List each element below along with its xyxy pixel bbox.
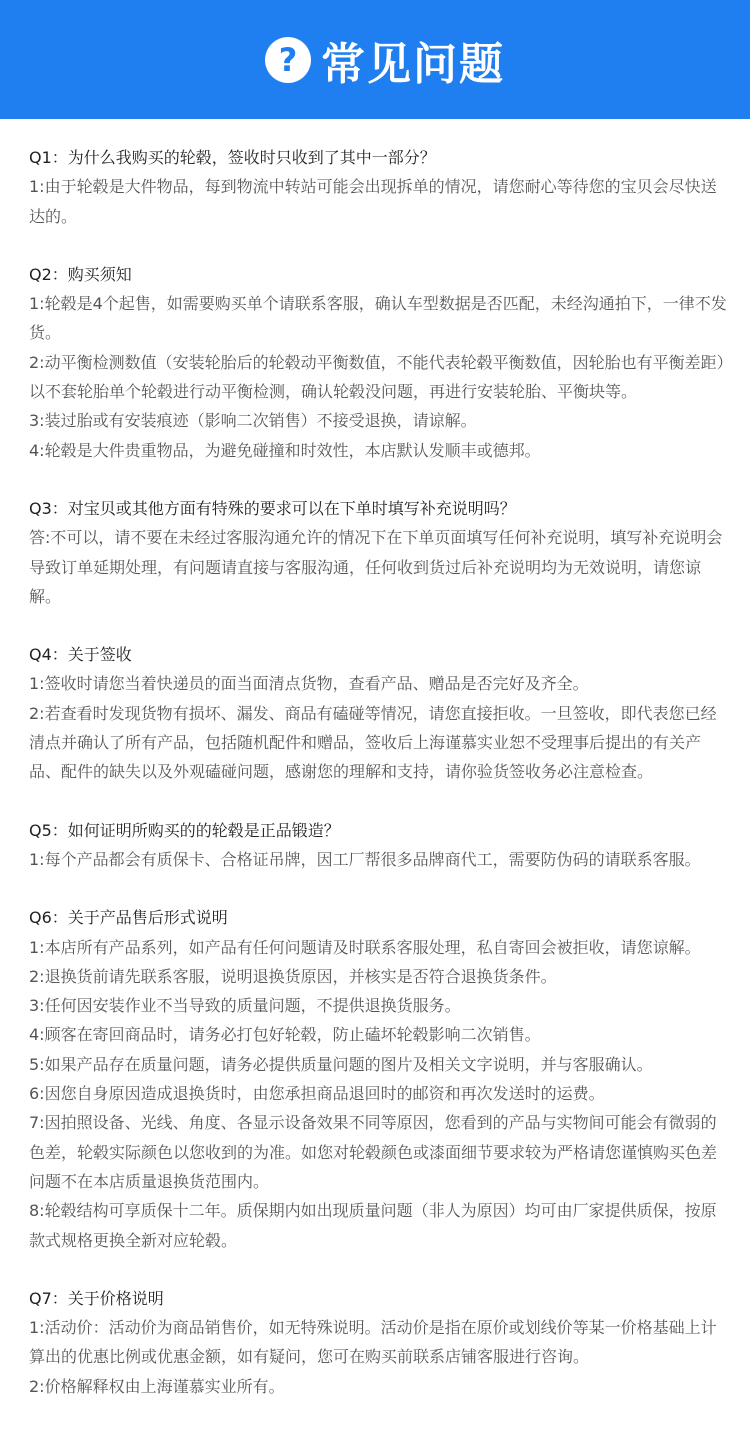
faq-answer: 1:由于轮毂是大件物品，每到物流中转站可能会出现拆单的情况，请您耐心等待您的宝贝会尽快送达的。 — [29, 177, 717, 226]
faq-question: Q2：购买须知 — [29, 264, 132, 284]
faq-item-q5 — [29, 816, 728, 875]
faq-answer: 1:每个产品都会有质保卡、合格证吊牌，因工厂帮很多品牌商代工，需要防伪码的请联系客服。 — [29, 849, 701, 869]
faq-item-q1 — [29, 143, 728, 231]
faq-question: Q5：如何证明所购买的的轮毂是正品锻造？ — [29, 820, 340, 840]
faq-question: Q6：关于产品售后形式说明 — [29, 908, 228, 928]
faq-answer: 2:若查看时发现货物有损坏、漏发、商品有磕碰等情况，请您直接拒收。一旦签收，即代表您已经清点并确认了所有产品，包括随机配件和赠品，签收后上海谨慕实业恕不受理事后提出的有关产品、配件的缺失以及外观磕碰问题，感谢您的理解和支持，请你验货签收务必注意检查。 — [29, 703, 717, 782]
faq-answer: 5:如果产品存在质量问题，请务必提供质量问题的图片及相关文字说明，并与客服确认。 — [29, 1054, 653, 1074]
faq-answer: 答:不可以，请不要在未经过客服沟通允许的情况下在下单页面填写任何补充说明，填写补充说明会导致订单延期处理，有问题请直接与客服沟通，任何收到货过后补充说明均为无效说明，请您谅解。 — [29, 528, 723, 606]
faq-answer: 4:顾客在寄回商品时，请务必打包好轮毂，防止磕坏轮毂影响二次销售。 — [29, 1025, 541, 1045]
faq-answer: 1:本店所有产品系列，如产品有任何问题请及时联系客服处理，私自寄回会被拒收，请您谅解。 — [29, 937, 701, 957]
faq-answer: 3:装过胎或有安装痕迹（影响二次销售）不接受退换，请谅解。 — [29, 411, 477, 431]
faq-answer: 4:轮毂是大件贵重物品，为避免碰撞和时效性，本店默认发顺丰或德邦。 — [29, 440, 541, 460]
faq-answer: 3:任何因安装作业不当导致的质量问题，不提供退换货服务。 — [29, 996, 461, 1016]
faq-answer: 1:活动价：活动价为商品销售价，如无特殊说明。活动价是指在原价或划线价等某一价格基础上计算出的优惠比例或优惠金额，如有疑问，您可在购买前联系店铺客服进行咨询。 — [29, 1318, 717, 1367]
faq-item-q7 — [29, 1284, 728, 1401]
faq-item-q6 — [29, 903, 728, 1255]
faq-list — [0, 119, 750, 1401]
faq-answer: 7:因拍照设备、光线、角度、各显示设备效果不同等原因，您看到的产品与实物间可能会有微弱的色差，轮毂实际颜色以您收到的为准。如您对轮毂颜色或漆面细节要求较为严格请您谨慎购买色差问题不在本店质量退换货范围内。 — [29, 1113, 718, 1191]
faq-question: Q4：关于签收 — [29, 645, 132, 665]
faq-header — [0, 0, 750, 119]
faq-item-q3 — [29, 494, 728, 611]
faq-question: Q3：对宝贝或其他方面有特殊的要求可以在下单时填写补充说明吗？ — [29, 498, 516, 518]
faq-answer: 2:退换货前请先联系客服，说明退换货原因，并核实是否符合退换货条件。 — [29, 966, 557, 986]
faq-question: Q1：为什么我购买的轮毂，签收时只收到了其中一部分？ — [29, 148, 436, 167]
page-title: 常见问题 — [321, 38, 505, 90]
faq-answer: 1:签收时请您当着快递员的面当面清点货物，查看产品、赠品是否完好及齐全。 — [29, 674, 589, 694]
faq-answer: 2:动平衡检测数值（安装轮胎后的轮毂动平衡数值，不能代表轮毂平衡数值，因轮胎也有平衡差距）以不套轮胎单个轮毂进行动平衡检测，确认轮毂没问题，再进行安装轮胎、平衡块等。 — [29, 352, 725, 402]
question-mark-icon: ? — [265, 37, 311, 83]
faq-answer: 2:价格解释权由上海谨慕实业所有。 — [29, 1376, 285, 1396]
faq-answer: 1:轮毂是4个起售，如需要购买单个请联系客服，确认车型数据是否匹配，未经沟通拍下，一律不发货。 — [29, 294, 727, 343]
faq-answer: 6:因您自身原因造成退换货时，由您承担商品退回时的邮资和再次发送时的运费。 — [29, 1084, 605, 1104]
faq-item-q2 — [29, 260, 728, 465]
faq-question: Q7：关于价格说明 — [29, 1288, 164, 1308]
header-inner — [265, 28, 505, 92]
faq-answer: 8:轮毂结构可享质保十二年。质保期内如出现质量问题（非人为原因）均可由厂家提供质保，按原款式规格更换全新对应轮毂。 — [29, 1201, 717, 1250]
faq-item-q4 — [29, 640, 728, 786]
